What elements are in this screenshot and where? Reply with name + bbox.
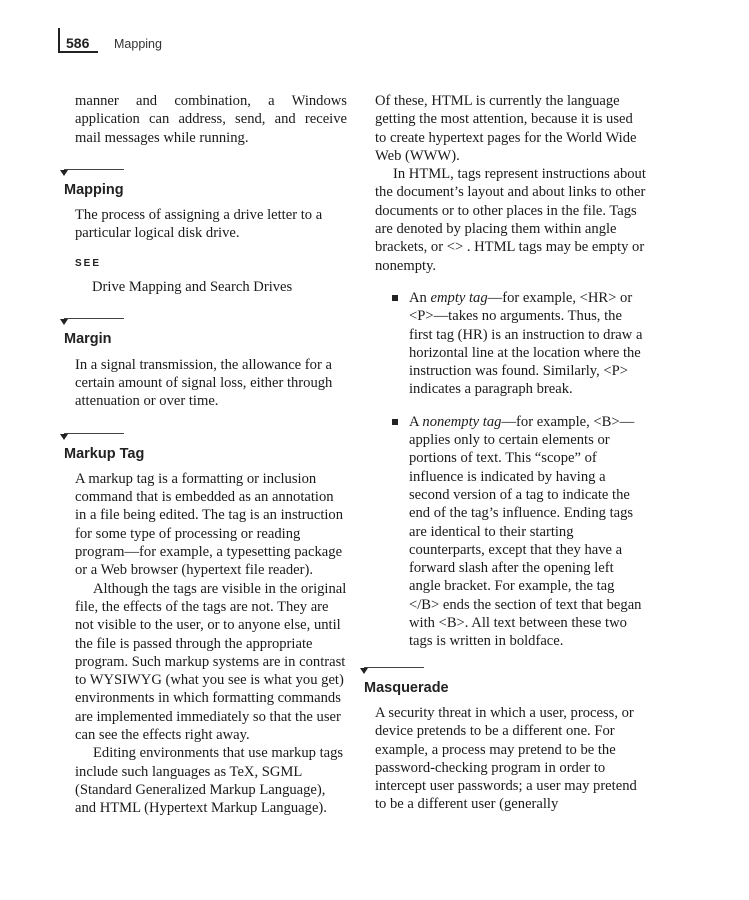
entry-masquerade	[364, 667, 647, 814]
entry-mapping	[64, 169, 347, 296]
triangle-marker-icon	[60, 170, 68, 176]
see-label: SEE	[75, 257, 102, 269]
entry-marker	[60, 169, 347, 181]
square-bullet-icon	[392, 419, 398, 425]
entry-marker	[60, 433, 347, 445]
bullet-text: —for example, <B>—applies only to certain elements or portions of text. This “scope” of influence is indicated by having a second version of a tag to indicate the end of the tag’s influence. Ending tags are identical to their starting counterparts, except that they have a forward slash after the opening left angle bracket. For example, the tag </B> ends the section of text that began with <B>. All text between these two tags is written in boldface.	[409, 413, 642, 650]
entry-term: Mapping	[64, 181, 124, 198]
left-column	[64, 92, 347, 818]
bullet-term: empty tag	[430, 289, 488, 306]
bullet-prefix: A	[409, 413, 423, 430]
entry-paragraph: Although the tags are visible in the original file, the effects of the tags are not. They are not visible to the user, or to anyone else, until the file is passed through the appropriate program. Such markup systems are in contrast to WYSIWYG (what you see is what you get) environments in which formatting commands are implemented immediately so that the user can see the effects right away.	[75, 580, 347, 744]
entry-margin	[64, 318, 347, 410]
running-header	[58, 28, 358, 54]
intro-text: manner and combination, a Windows application can address, send, and receive mail messages while running.	[75, 93, 347, 146]
entry-marker	[60, 318, 347, 330]
running-title: Mapping	[114, 37, 162, 51]
entry-term: Masquerade	[364, 679, 449, 696]
triangle-marker-icon	[60, 434, 68, 440]
right-column	[364, 92, 647, 814]
triangle-marker-icon	[360, 668, 368, 674]
bullet-term: nonempty tag	[422, 413, 502, 430]
page-number: 586	[66, 35, 90, 51]
square-bullet-icon	[392, 295, 398, 301]
bullet-prefix: An	[409, 289, 431, 306]
body-paragraph: Of these, HTML is currently the language getting the most attention, because it is used to create hypertext pages for the World Wide Web (WWW).	[375, 93, 637, 164]
list-item	[375, 413, 647, 651]
entry-rule	[64, 433, 124, 434]
entry-marker	[360, 667, 647, 679]
body-paragraph: In HTML, tags represent instructions about the document’s layout and about links to other documents or to other places in the file. Tags are denoted by placing them within angle brackets, or <> . HTML tags may be empty or nonempty.	[375, 166, 646, 274]
entry-term: Margin	[64, 331, 112, 348]
entry-markup-tag	[64, 433, 347, 818]
bullet-text: —for example, <HR> or <P>—takes no arguments. Thus, the first tag (HR) is an instruction to draw a horizontal line at the location where the instruction was found. Similarly, <P> indicates a paragraph break.	[409, 289, 643, 398]
list-item	[375, 289, 647, 399]
entry-definition: A security threat in which a user, process, or device pretends to be a different one. For example, a process may pretend to be the password-checking program in order to intercept user passwords; a user may pretend to be a different user (generally	[375, 704, 637, 813]
see-item: Drive Mapping and Search Drives	[92, 279, 293, 296]
entry-term: Markup Tag	[64, 445, 145, 462]
entry-rule	[364, 667, 424, 668]
header-underline	[58, 51, 98, 53]
entry-paragraph: Editing environments that use markup tags include such languages as TeX, SGML (Standard Generalized Markup Language), and HTML (Hypertext Markup Language).	[75, 745, 344, 817]
entry-definition: In a signal transmission, the allowance for a certain amount of signal loss, either through attenuation or over time.	[75, 356, 333, 410]
entry-rule	[64, 169, 124, 170]
header-vertical-rule	[58, 28, 60, 52]
triangle-marker-icon	[60, 319, 68, 325]
entry-rule	[64, 318, 124, 319]
entry-paragraph: A markup tag is a formatting or inclusion command that is embedded as an annotation in a file being edited. The tag is an instruction for some type of processing or reading program—for example, a typesetting package or a Web browser (hypertext file reader).	[75, 470, 344, 579]
bullet-list	[375, 289, 647, 651]
entry-definition: The process of assigning a drive letter to a particular logical disk drive.	[75, 207, 323, 242]
